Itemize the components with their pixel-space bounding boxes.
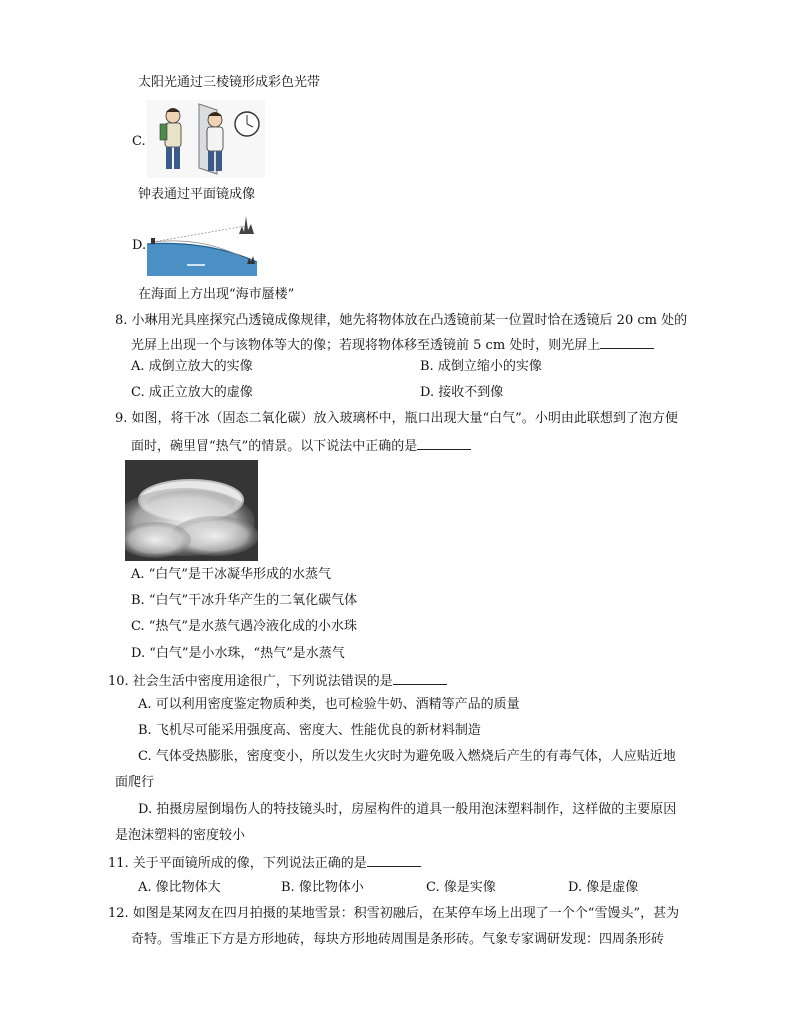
q8-option-b: B. 成倒立缩小的实像 bbox=[420, 359, 542, 374]
q10-stem: 10. 社会生活中密度用途很广，下列说法错误的是 bbox=[108, 671, 447, 691]
answer-blank bbox=[393, 671, 447, 685]
option-c-label: C. bbox=[132, 134, 146, 149]
q11-stem: 11. 关于平面镜所成的像，下列说法正确的是 bbox=[108, 853, 421, 873]
q9-option-a: A. “白气”是干冰凝华形成的水蒸气 bbox=[131, 567, 331, 582]
q11-option-a: A. 像比物体大 bbox=[138, 880, 221, 895]
q9-stem-line1: 9. 如图，将干冰（固态二氧化碳）放入玻璃杯中，瓶口出现大量“白气”。小明由此联想到了泡方便 bbox=[115, 411, 678, 426]
q9-option-c: C. “热气”是水蒸气遇冷液化成的小水珠 bbox=[131, 619, 358, 634]
option-d-caption: 在海面上方出现“海市蜃楼” bbox=[138, 287, 295, 302]
option-c-caption: 钟表通过平面镜成像 bbox=[138, 187, 256, 202]
q10-option-c-line1: C. 气体受热膨胀，密度变小，所以发生火灾时为避免吸入燃烧后产生的有毒气体，人应贴近地 bbox=[138, 749, 676, 764]
q8-option-c: C. 成正立放大的虚像 bbox=[131, 385, 253, 400]
option-b-caption: 太阳光通过三棱镜形成彩色光带 bbox=[138, 75, 321, 90]
q10-option-d-line1: D. 拍摄房屋倒塌伤人的特技镜头时，房屋构件的道具一般用泡沫塑料制作，这样做的主要原因 bbox=[138, 802, 677, 817]
q10-option-c-line2: 面爬行 bbox=[115, 775, 155, 790]
q9-option-b: B. “白气”干冰升华产生的二氧化碳气体 bbox=[131, 593, 358, 608]
option-d-label: D. bbox=[132, 238, 147, 253]
dry-ice-bowl-photo bbox=[125, 460, 258, 561]
q11-option-c: C. 像是实像 bbox=[426, 880, 496, 895]
mirror-clock-figure bbox=[147, 100, 265, 178]
answer-blank bbox=[367, 853, 421, 867]
q11-option-b: B. 像比物体小 bbox=[281, 880, 364, 895]
mirage-figure bbox=[147, 212, 265, 276]
q10-option-b: B. 飞机尽可能采用强度高、密度大、性能优良的新材料制造 bbox=[138, 723, 481, 738]
q10-option-a: A. 可以利用密度鉴定物质种类，也可检验牛奶、酒精等产品的质量 bbox=[138, 697, 520, 712]
q9-option-d: D. “白气”是小水珠，“热气”是水蒸气 bbox=[131, 646, 345, 661]
q12-stem-line1: 12. 如图是某网友在四月拍摄的某地雪景：积雪初融后，在某停车场上出现了一个个“雪馒头”，甚为 bbox=[108, 906, 680, 921]
q8-option-a: A. 成倒立放大的实像 bbox=[131, 359, 253, 374]
q8-stem-line2: 光屏上出现一个与该物体等大的像；若现将物体移至透镜前 5 cm 处时，则光屏上 bbox=[131, 335, 654, 355]
q8-option-d: D. 接收不到像 bbox=[420, 385, 504, 400]
q10-option-d-line2: 是泡沫塑料的密度较小 bbox=[115, 828, 246, 843]
q9-stem-line2: 面时，碗里冒“热气”的情景。以下说法中正确的是 bbox=[131, 436, 471, 456]
q11-option-d: D. 像是虚像 bbox=[568, 880, 639, 895]
q12-stem-line2: 奇特。雪堆正下方是方形地砖，每块方形地砖周围是条形砖。气象专家调研发现：四周条形砖 bbox=[131, 932, 665, 947]
answer-blank bbox=[600, 335, 654, 349]
answer-blank bbox=[417, 436, 471, 450]
q8-stem-line1: 8. 小琳用光具座探究凸透镜成像规律，她先将物体放在凸透镜前某一位置时恰在透镜后 20 cm 处的 bbox=[115, 313, 688, 328]
